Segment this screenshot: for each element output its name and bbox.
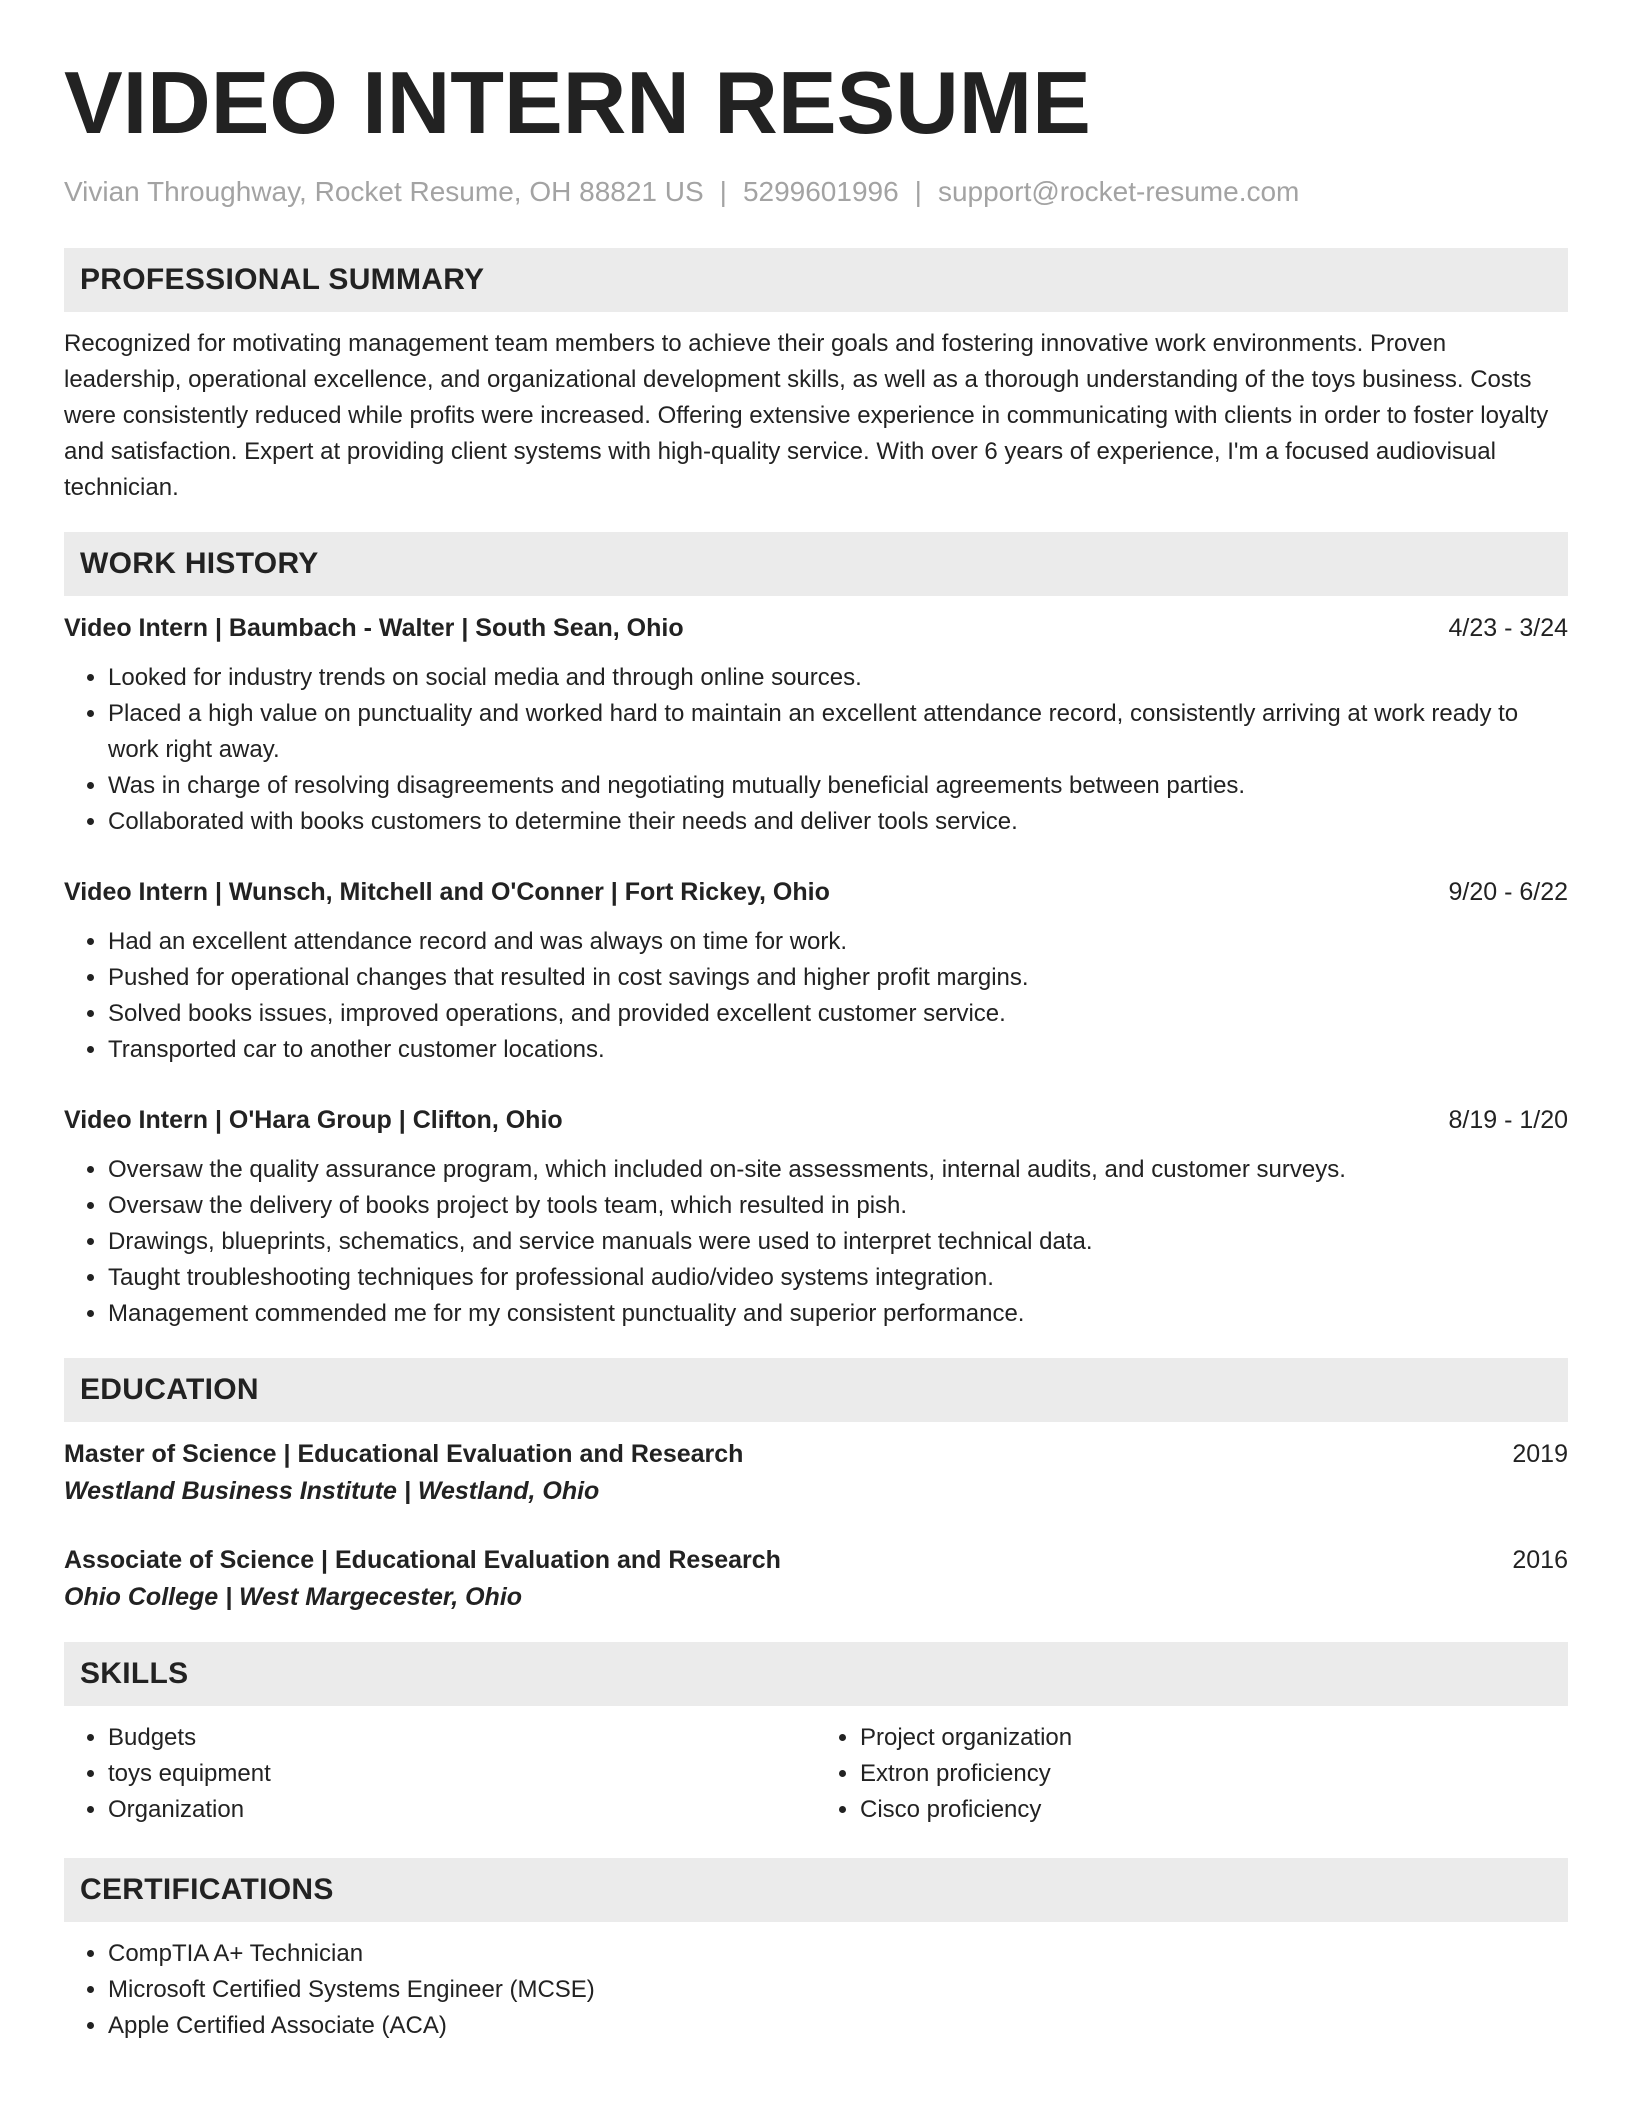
job-entry [64, 1102, 1568, 1332]
job-bullet: • Taught troubleshooting techniques for professional audio/video systems integration. [108, 1260, 1568, 1296]
job-header [64, 1102, 1568, 1138]
job-bullet: • Pushed for operational changes that resulted in cost savings and higher profit margins. [108, 960, 1568, 996]
contact-address: Vivian Throughway, Rocket Resume, OH 88821 US [64, 176, 704, 207]
skills-right-list [816, 1720, 1568, 1828]
job-bullet: • Solved books issues, improved operations, and provided excellent customer service. [108, 996, 1568, 1032]
skill-item: • Organization [108, 1792, 816, 1828]
education-heading: EDUCATION [80, 1373, 259, 1406]
skills-heading: SKILLS [80, 1657, 189, 1690]
certifications-heading: CERTIFICATIONS [80, 1873, 334, 1906]
job-title-line: Video Intern | Wunsch, Mitchell and O'Conner | Fort Rickey, Ohio [64, 878, 830, 906]
job-bullet: • Oversaw the quality assurance program, which included on-site assessments, internal audits, and customer surveys. [108, 1152, 1568, 1188]
job-bullets [64, 1152, 1568, 1332]
job-header [64, 610, 1568, 646]
summary-text: Recognized for motivating management team members to achieve their goals and fostering innovative work environments. Proven leadership, operational excellence, and organizational development skills, as well as a thorough understanding of the toys business. Costs were consistently reduced while profits were increased. Offering extensive experience in communicating with clients in order to foster loyalty and satisfaction. Expert at providing client systems with high-quality service. With over 6 years of experience, I'm a focused audiovisual technician. [64, 330, 1549, 501]
certification-item: • CompTIA A+ Technician [108, 1936, 1568, 1972]
education-entry [64, 1436, 1568, 1510]
job-header [64, 874, 1568, 910]
school-line: Westland Business Institute | Westland, Ohio [64, 1477, 600, 1505]
certifications-list [64, 1936, 1568, 2044]
education-section-header [64, 1358, 1568, 1422]
school-line: Ohio College | West Margecester, Ohio [64, 1583, 523, 1611]
job-dates: 8/19 - 1/20 [1448, 1106, 1568, 1134]
summary-heading: PROFESSIONAL SUMMARY [80, 263, 485, 296]
job-title-line: Video Intern | Baumbach - Walter | South Sean, Ohio [64, 614, 684, 642]
education-header [64, 1436, 1568, 1472]
skill-item: • Project organization [860, 1720, 1568, 1756]
work-section-header [64, 532, 1568, 596]
degree-line: Associate of Science | Educational Evaluation and Research [64, 1546, 781, 1574]
job-bullet: • Looked for industry trends on social media and through online sources. [108, 660, 1568, 696]
job-bullet: • Placed a high value on punctuality and worked hard to maintain an excellent attendance record, consistently arriving at work ready to work right away. [108, 696, 1568, 768]
certifications-section-header [64, 1858, 1568, 1922]
job-dates: 9/20 - 6/22 [1448, 878, 1568, 906]
contact-email: support@rocket-resume.com [937, 176, 1300, 207]
certification-item: • Microsoft Certified Systems Engineer (MCSE) [108, 1972, 1568, 2008]
work-heading: WORK HISTORY [80, 547, 319, 580]
contact-separator: | [719, 176, 727, 207]
job-bullet: • Drawings, blueprints, schematics, and service manuals were used to interpret technical data. [108, 1224, 1568, 1260]
skill-item: • Budgets [108, 1720, 816, 1756]
skills-section-header [64, 1642, 1568, 1706]
job-bullet: • Oversaw the delivery of books project by tools team, which resulted in pish. [108, 1188, 1568, 1224]
summary-section-header [64, 248, 1568, 312]
graduation-year: 2019 [1512, 1440, 1568, 1468]
skills-columns [64, 1720, 1568, 1828]
certification-item: • Apple Certified Associate (ACA) [108, 2008, 1568, 2044]
job-dates: 4/23 - 3/24 [1448, 614, 1568, 642]
education-header [64, 1542, 1568, 1578]
job-title-line: Video Intern | O'Hara Group | Clifton, Ohio [64, 1106, 563, 1134]
job-entry [64, 874, 1568, 1068]
skills-left-list [64, 1720, 816, 1828]
education-entry [64, 1542, 1568, 1616]
job-entry [64, 610, 1568, 840]
graduation-year: 2016 [1512, 1546, 1568, 1574]
job-bullets [64, 660, 1568, 840]
skill-item: • toys equipment [108, 1756, 816, 1792]
skill-item: • Extron proficiency [860, 1756, 1568, 1792]
job-bullet: • Was in charge of resolving disagreements and negotiating mutually beneficial agreements between parties. [108, 768, 1568, 804]
degree-line: Master of Science | Educational Evaluation and Research [64, 1440, 744, 1468]
job-bullet: • Had an excellent attendance record and was always on time for work. [108, 924, 1568, 960]
job-bullet: • Management commended me for my consistent punctuality and superior performance. [108, 1296, 1568, 1332]
job-bullet: • Transported car to another customer locations. [108, 1032, 1568, 1068]
contact-separator: | [914, 176, 922, 207]
resume-title: VIDEO INTERN RESUME [64, 53, 1091, 152]
contact-line [64, 172, 1568, 212]
contact-phone: 5299601996 [742, 176, 899, 207]
job-bullets [64, 924, 1568, 1068]
job-bullet: • Collaborated with books customers to determine their needs and deliver tools service. [108, 804, 1568, 840]
skill-item: • Cisco proficiency [860, 1792, 1568, 1828]
